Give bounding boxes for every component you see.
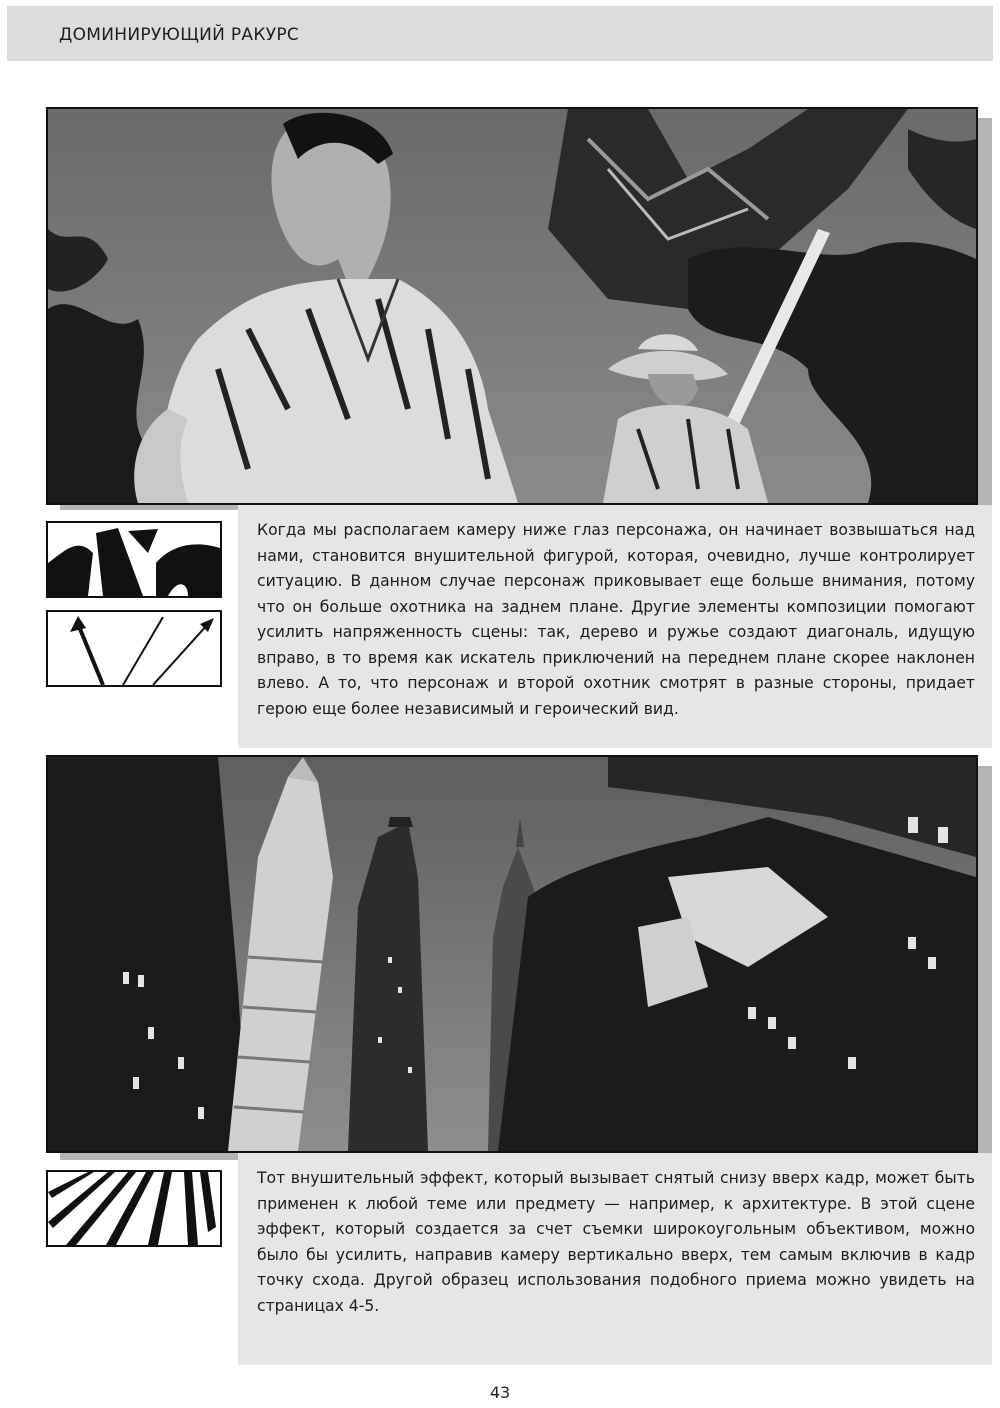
composition-shape-icon bbox=[46, 521, 222, 598]
panel-2-description: Тот внушительный эффект, который вызывает снятый снизу вверх кадр, может быть применен к любой теме или предмету — например, к архитектуре. В этой сцене эффект, который создается за счет съемки широкоугольным объективом, можно было бы усилить, направив камеру вертикально вверх, тем самым включив в кадр точку схода. Другой образец использования подобного приема можно увидеть на страницах 4-5. bbox=[257, 1169, 975, 1315]
panel-1-description: Когда мы располагаем камеру ниже глаз персонажа, он начинает возвышаться над нами, становится внушительной фигурой, которая, очевидно, лучше контролирует ситуацию. В данном случае персонаж приковывает еще больше внимания, потому что он больше охотника на заднем плане. Другие элементы композиции помогают усилить напряженность сцены: так, дерево и ружье создают диагональ, идущую вправо, в то время как искатель приключений на переднем плане скорее наклонен влево. А то, что персонаж и второй охотник смотрят в разные стороны, придает герою еще более независимый и героический вид. bbox=[257, 521, 975, 718]
low-angle-hunter-illustration bbox=[46, 107, 978, 505]
converging-lines-icon bbox=[46, 1170, 222, 1247]
skyscrapers-scene-art bbox=[48, 757, 976, 1151]
diagonal-arrows-icon bbox=[46, 610, 222, 687]
chapter-title: ДОМИНИРУЮЩИЙ РАКУРС bbox=[59, 25, 300, 45]
low-angle-skyscrapers-illustration bbox=[46, 755, 978, 1153]
hunter-scene-art bbox=[48, 109, 976, 503]
header-bar bbox=[7, 6, 993, 61]
page-number: 43 bbox=[489, 1383, 511, 1402]
